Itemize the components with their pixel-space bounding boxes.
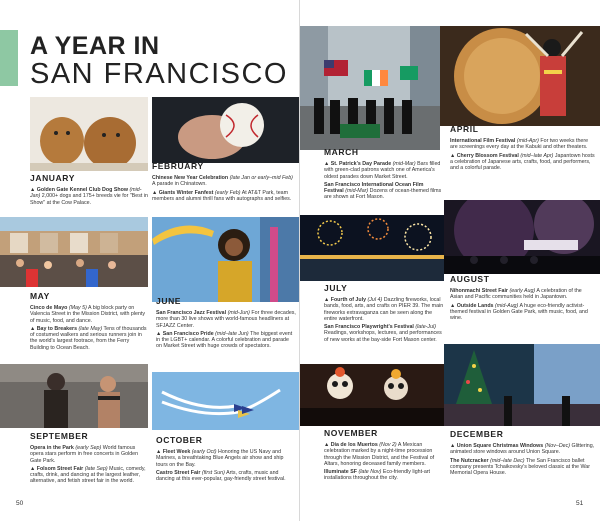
event-when: (early Feb) [214, 189, 241, 196]
event-item [30, 187, 148, 206]
event-desc: 2,000+ dogs and 175+ breeds vie for "Best in Show" at the Cow Palace. [30, 193, 148, 206]
photo-st-patricks-parade [300, 26, 440, 150]
event-item [156, 449, 296, 468]
event-desc: Japantown hosts a celebration of Japanese arts, crafts, food, and performers, and a colorful parade. [450, 152, 595, 172]
event-when: (late May) [78, 325, 103, 332]
event-list [30, 187, 148, 206]
event-when: (late Nov) [358, 469, 382, 476]
event-when: (mid-Aug) [495, 302, 519, 309]
event-list [30, 305, 148, 351]
event-name: International Film Festival [450, 138, 516, 144]
month-august [450, 274, 596, 323]
chapter-tab [0, 30, 18, 86]
photo-folsom [0, 364, 148, 428]
event-desc: Tens of thousands of costumed walkers and serious runners join in the world's largest footrace, from the Ferry Building to Ocean Beach. [30, 325, 147, 351]
event-desc: At AT&T Park, team members and alumni thrill fans with autographs and selfies. [152, 189, 292, 202]
event-when: (early Aug) [509, 288, 536, 294]
month-april [450, 124, 596, 173]
event-item [324, 182, 444, 201]
event-when: (mid-Jun) [227, 310, 250, 316]
event-item [324, 161, 444, 180]
event-name: ▲ Día de los Muertos [324, 442, 378, 448]
event-desc: For three decades, more than 30 live shows with world-famous headliners at SFJAZZ Center. [156, 310, 296, 329]
event-name: ▲ Golden Gate Kennel Club Dog Show [30, 187, 128, 193]
event-list [450, 288, 596, 321]
photo-fireworks [300, 215, 444, 281]
month-title: AUGUST [450, 274, 490, 284]
event-desc: For two weeks there are screenings every day at the Kabuki and other theaters. [450, 138, 589, 151]
month-title: MARCH [324, 147, 359, 157]
month-title: FEBRUARY [152, 161, 204, 171]
event-list [152, 175, 296, 202]
event-desc: Honoring the US Navy and Marines, a breathtaking Blue Angels air show and ship tours on the Bay. [156, 449, 284, 468]
event-name: San Francisco Jazz Festival [156, 310, 227, 316]
month-title: SEPTEMBER [30, 431, 89, 441]
event-item [156, 470, 296, 483]
photo-dia-de-los-muertos [300, 364, 444, 426]
event-desc: Dazzling fireworks, local bands, food, arts, and crafts on PIER 39. The main fireworks extravaganza can be seen along the entire waterfront. [324, 297, 444, 322]
event-item [324, 324, 444, 343]
event-when: (mid–late Apr) [520, 152, 554, 159]
photo-baseball [152, 97, 300, 163]
event-name: ▲ San Francisco Pride [156, 330, 214, 337]
event-name: ▲ Bay to Breakers [30, 325, 78, 332]
month-september [30, 431, 148, 487]
event-item [152, 190, 296, 203]
event-desc: Eco-friendly light-art installations throughout the city. [324, 469, 431, 482]
event-desc: Bars filled with green-clad patrons watch one of America's oldest parades down Market Street. [324, 161, 441, 180]
right-page [300, 0, 600, 521]
event-when: (mid-Mar) [345, 188, 369, 195]
event-when: (mid-Apr) [516, 138, 539, 144]
event-name: ▲ Cherry Blossom Festival [450, 152, 519, 159]
event-list [450, 443, 596, 476]
event-list [324, 297, 444, 343]
event-when: (mid-Mar) [392, 161, 416, 167]
event-name: Chinese New Year Celebration [152, 175, 229, 181]
month-title: JUNE [156, 296, 182, 306]
event-list [324, 442, 444, 482]
event-item [450, 288, 596, 301]
event-when: (mid–late Jun) [215, 330, 249, 337]
event-item [30, 466, 148, 485]
event-name: ▲ Folsom Street Fair [30, 465, 84, 472]
month-october [156, 435, 296, 484]
event-list [450, 138, 596, 171]
event-name: ▲ St. Patrick's Day Parade [324, 161, 392, 167]
page-number: 50 [16, 500, 24, 507]
event-item [450, 458, 596, 477]
event-desc: A celebration of the Asian and Pacific communities held in Japantown. [450, 288, 582, 301]
photo-bay-to-breakers [0, 217, 148, 287]
event-item [324, 442, 444, 467]
month-title: JANUARY [30, 173, 75, 183]
event-desc: The biggest event in the LGBT+ calendar. A colorful celebration and parade on Market Street with huge crowds of spectators. [156, 330, 293, 350]
event-item [450, 153, 596, 172]
event-list [324, 161, 444, 201]
event-desc: A parade in Chinatown. [152, 181, 207, 188]
event-item [450, 443, 596, 456]
photo-cherry-blossom-drummer [440, 26, 600, 126]
event-name: ▲ Outside Lands [450, 302, 494, 309]
event-desc: World famous opera stars perform in free concerts in Golden Gate Park. [30, 445, 139, 464]
photo-dogs [30, 97, 148, 171]
event-item [324, 469, 444, 482]
event-when: (Jul 4) [367, 297, 383, 303]
event-desc: The San Francisco ballet company presents Tchaikovsky's beloved classic at the War Memorial Opera House. [450, 457, 590, 477]
event-when: (first Sun) [201, 469, 225, 476]
event-item [450, 303, 596, 322]
month-june [156, 296, 296, 352]
event-desc: Glittering, animated store windows around Union Square. [450, 443, 595, 456]
event-item [156, 331, 296, 350]
page-number: 51 [576, 500, 584, 507]
event-item [152, 175, 296, 188]
event-desc: Music, comedy, crafts, drink, and dancing at the largest leather, alternative, and fetish street fair in the world. [30, 465, 146, 485]
event-name: Opera in the Park [30, 445, 74, 451]
month-title: JULY [324, 283, 348, 293]
photo-fleet-week [152, 372, 300, 430]
event-desc: A big block party on Valencia Street in the Mission District, with plenty of music, food, and dance. [30, 305, 146, 324]
event-when: (Nov 2) [379, 442, 397, 448]
month-title: MAY [30, 291, 50, 301]
event-list [156, 310, 296, 350]
event-name: Illuminate SF [324, 469, 357, 476]
event-item [30, 305, 148, 324]
event-name: ▲ Union Square Christmas Windows [450, 443, 544, 449]
event-name: ▲ Fleet Week [156, 449, 191, 455]
event-name: Castro Street Fair [156, 469, 201, 476]
event-when: (early Oct) [191, 449, 217, 455]
month-may [30, 291, 148, 353]
event-item [30, 326, 148, 351]
event-item [450, 138, 596, 151]
month-november [324, 428, 444, 484]
month-december [450, 429, 596, 478]
event-desc: A Mexican celebration marked by a night-time procession through the Mission District, and the Festival of Altars, honoring deceased family members. [324, 442, 435, 467]
photo-pride [152, 217, 300, 302]
event-name: San Francisco Playwright's Festival [324, 324, 414, 331]
event-desc: Arts, crafts, music and dancing at this ever-popular, gay-friendly street festival. [156, 469, 286, 483]
event-name: The Nutcracker [450, 457, 489, 464]
month-title: NOVEMBER [324, 428, 378, 438]
event-name: Nihonmachi Street Fair [450, 288, 508, 294]
event-when: (late Jan or early–mid Feb) [229, 175, 293, 181]
event-desc: Readings, workshops, lectures, and performances of new works at the bay-side Fort Mason center. [324, 330, 442, 343]
month-march [324, 147, 444, 203]
event-list [30, 445, 148, 485]
event-name: Cinco de Mayo [30, 305, 68, 311]
event-when: (early Sep) [75, 445, 102, 451]
event-list [156, 449, 296, 482]
event-name: ▲ Fourth of July [324, 297, 367, 303]
month-january [30, 173, 148, 208]
event-when: (mid-Jan) [30, 187, 142, 200]
event-when: (late-Jul) [415, 324, 436, 331]
event-when: (May 5) [68, 305, 87, 311]
event-item [324, 297, 444, 322]
event-when: (mid–late Dec) [490, 457, 525, 464]
event-desc: A huge eco-friendly activist-themed festival in Golden Gate Park, with music, food, and wine. [450, 302, 588, 322]
month-february [152, 161, 296, 204]
title-line-2: SAN FRANCISCO [30, 58, 288, 90]
month-title: APRIL [450, 124, 479, 134]
event-item [30, 445, 148, 464]
month-title: OCTOBER [156, 435, 203, 445]
event-name: ▲ Giants Winter Fanfest [152, 189, 214, 196]
photo-outside-lands-stage [444, 200, 600, 274]
month-july [324, 283, 444, 345]
title-line-1: A YEAR IN [30, 32, 160, 60]
event-item [156, 310, 296, 329]
event-when: (late Sep) [84, 465, 108, 472]
month-title: DECEMBER [450, 429, 504, 439]
event-name: San Francisco International Ocean Film Festival [324, 181, 424, 195]
event-desc: Dozens of ocean-themed films are shown at Fort Mason. [324, 188, 442, 201]
event-when: (Nov–Dec) [544, 443, 571, 449]
photo-christmas-windows [444, 344, 600, 426]
